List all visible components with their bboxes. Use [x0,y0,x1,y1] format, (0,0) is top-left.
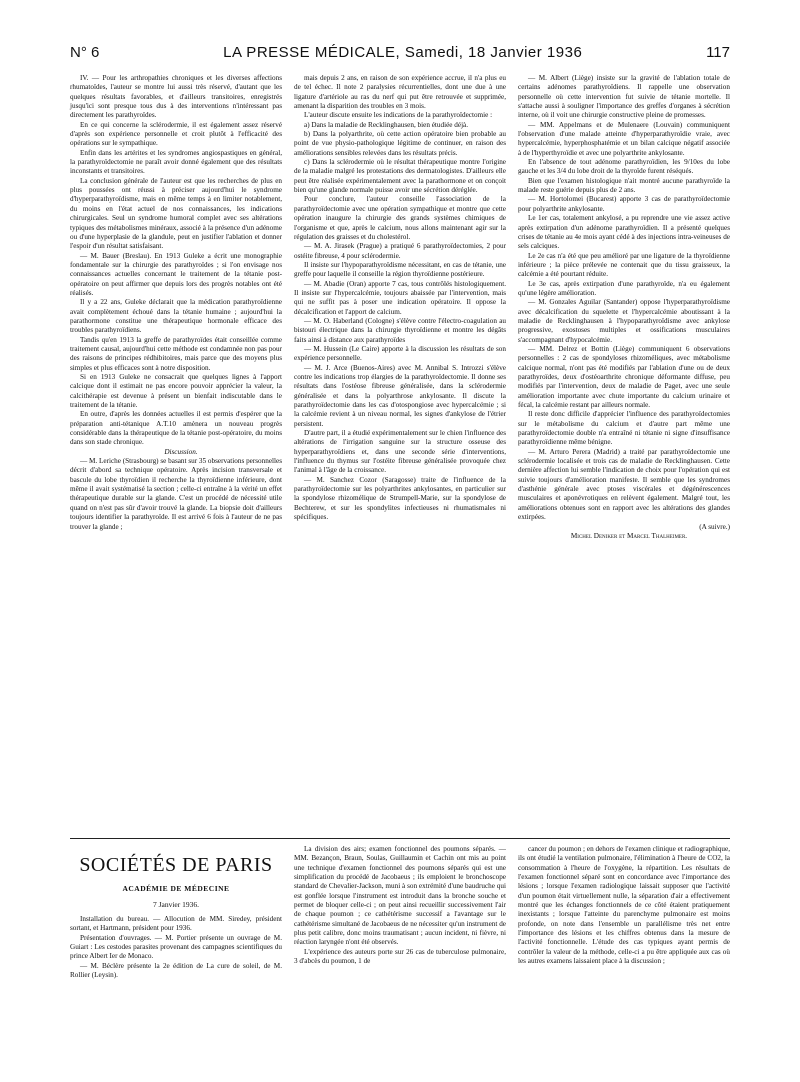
paragraph: b) Dans la polyarthrite, où cette action opératoire bien probable au point de vue physio-pathologique légitime de continuer, en raison des améliorations sensibles relevées dans les résultats précis. [294,130,506,157]
journal-title: LA PRESSE MÉDICALE, Samedi, 18 Janvier 1936 [223,44,583,61]
paragraph: Installation du bureau. — Allocution de MM. Siredey, président sortant, et Hartmann, président pour 1936. [70,915,282,933]
paragraph: — M. Gonzales Aguilar (Santander) oppose l'hyperparathyroïdisme avec décalcification du squelette et l'hypercalcémie aboutissant à la maladie de Recklinghausen à l'hypoparathyroïdisme avec ankylose progressive, exostoses multiples et ossifications musculaires s'accompagnant d'hypocalcémie. [518,298,730,344]
column-3 [518,74,730,541]
bottom-middle-column [294,845,506,980]
paragraph: Le 3e cas, après extirpation d'une parathyroïde, n'a eu également qu'une légère amélioration. [518,279,730,297]
paragraph: En ce qui concerne la sclérodermie, il est également assez réservé d'après son expérience personnelle et croit plutôt à l'efficacité des opérations sur le sympathique. [70,120,282,148]
bottom-left-column [70,845,282,980]
paragraph: Pour conclure, l'auteur conseille l'association de la parathyroïdectomie avec une opération sympathique et montre que cette opération inaugure la chirurgie des grands systèmes chimiques de l'organisme et que, après le calcium, nous allons maintenant agir sur la régulation des graisses et du cholestérol. [294,195,506,241]
page-number: 117 [706,44,730,61]
paragraph: — M. O. Haberland (Cologne) s'élève contre l'électro-coagulation au bistouri électrique dans la chirurgie thyroïdienne et montre les dégâts faits ainsi à distance aux parathyroïdes [294,316,506,344]
paragraph: — M. Hussein (Le Caire) apporte à la discussion les résultats de son expérience personnelle. [294,344,506,363]
paragraph: mais depuis 2 ans, en raison de son expérience accrue, il n'a plus eu de tel échec. Il note 2 paralysies récurrentielles, dont une due à une ligature d'artériole au ras du nerf qui put être retrouvée et supprimée, amenant la disparition des troubles en 3 mois. [294,74,506,111]
paragraph: Le 1er cas, totalement ankylosé, a pu reprendre une vie assez active après extirpation d'un adénome parathyroïdien. Il a présenté quelques crises de tétanie au 4e mois ayant cédé à des injections intra-veineuses de sels calciques. [518,214,730,251]
paragraph: Tandis qu'en 1913 la greffe de parathyroïdes était conseillée comme traitement causal, aujourd'hui cette méthode est condamnée non pas pour des raisons de principes rédhibitoires, mais parce que des moyens plus simples et plus efficaces sont à notre disposition. [70,335,282,372]
paragraph: En l'absence de tout adénome parathyroïdien, les 9/10es du lobe gauche et les 3/4 du lobe droit de la thyroïde furent réséqués. [518,158,730,176]
paragraph: Il insiste sur l'hypoparathyroïdisme nécessitant, en cas de tétanie, une greffe pour laquelle il conseille la région thyroïdienne postérieure. [294,260,506,279]
bottom-right-column [518,845,730,980]
main-columns [70,74,730,541]
paragraph: Si en 1913 Guleke ne consacrait que quelques lignes à l'apport calcique dont il estimait ne pas encore pouvoir apprécier la valeur, la calcithérapie est devenue à présent un bienfait indiscutable dans le traitement de la tétanie. [70,373,282,410]
paragraph: a) Dans la maladie de Recklinghausen, bien étudiée déjà. [304,120,469,129]
paragraph: L'expérience des auteurs porte sur 26 cas de tuberculose pulmonaire, 3 d'abcès du poumon, 1 de [294,947,506,966]
paragraph: Le 2e cas n'a été que peu amélioré par une ligature de la thyroïdienne inférieure ; la pièce prélevée ne contenait que du tissu graisseux, la calcémie a été pourtant réduite. [518,251,730,279]
paragraph: c) Dans la sclérodermie où le résultat thérapeutique montre l'origine de la maladie malgré les protestations des dermatologistes. D'ailleurs elle peut être réalisée expérimentalement avec la parathormone et on conçoit bien qu'une glande normale puisse avoir une sécrétion déréglée. [294,158,506,195]
paragraph: (A suivre.) [699,522,730,531]
paragraph: Discussion. [164,447,198,456]
paragraph: — M. Hortolomei (Bucarest) apporte 3 cas de parathyroïdectomie pour polyarthrite ankylosante. [518,195,730,213]
paragraph: — M. Bauer (Breslau). En 1913 Guleke a écrit une monographie fondamentale sur la chirurgie des parathyroïdes ; si l'on envisage nos connaissances actuelles concernant le traitement de la tétanie post-opératoire on peut affirmer que depuis lors des progrès notables ont été réalisés. [70,251,282,297]
session-date: 7 Janvier 1936. [152,899,200,909]
paragraph: — M. A. Jirasek (Prague) a pratiqué 6 parathyroïdectomies, 2 pour ostéite fibreuse, 4 pour sclérodermie. [294,242,506,260]
paragraph: — M. Arturo Perera (Madrid) a traité par parathyroïdectomie une sclérodermie localisée et trois cas de maladie de Recklinghausen. Cette dernière affection lui semble l'indication de choix pour l'opération qui est suivie toujours d'amélioration manifeste. Il semble que les syndromes d'asthénie générale avec ptoses viscérales et dégénérescences musculaires et aponévrotiques en relèvent également. Malgré tout, les améliorations obtenues sont en rapport avec les altérations des glandes extirpées. [518,447,730,522]
paragraph: Michel Deniker et Marcel Thalheimer. [570,531,688,540]
academy-heading: ACADÉMIE DE MÉDECINE [122,884,230,894]
paragraph: IV. — Pour les arthropathies chroniques et les diverses affections rhumatoïdes, l'auteur se montre lui aussi très réservé, d'autant que les quelques résultats favorables, et d'ailleurs transitoires, enregistrés jusqu'ici sont presque tous dus à des interventions n'intéressant pas directement les parathyroïdes. [70,74,282,120]
paragraph: — M. Sanchez Cozor (Saragosse) traite de l'influence de la parathyroïdectomie sur les polyarthrites ankylosantes, en particulier sur la spondylose rhizomélique de Strumpell-Marie, sur la spondylose de Bechterew, et sur les spondylites infectieuses ni rhumatismales ni spécifiques. [294,475,506,522]
paragraph: Enfin dans les artérites et les syndromes angiospastiques en général, la parathyroïdectomie ne paraît avoir donné également que des résultats inconstants et transitoires. [70,148,282,176]
paragraph: — M. Abadie (Oran) apporte 7 cas, tous contrôlés histologiquement. Il insiste sur l'hypercalcémie, toujours abaissée par l'intervention, mais qui ne suffit pas à poser une indication opératoire. Il oppose la décalcification et l'apport de calcium. [294,279,506,316]
paragraph: Bien que l'examen histologique n'ait montré aucune parathyroïde la malade reste guérie depuis plus de 2 ans. [518,176,730,195]
section-divider [70,838,730,839]
paragraph: — M. Albert (Liège) insiste sur la gravité de l'ablation totale de certains adénomes parathyroïdiens. Il rappelle une observation personnelle où cette intervention fut suivie de tétanie mortelle. Il s'attache aussi à souligner l'importance des greffes d'organes à sécrétion interne, où il voit une chirurgie constructive pleine de promesses. [518,74,730,120]
paragraph: Il y a 22 ans, Guleke déclarait que la médication parathyroïdienne avait complètement échoué dans la tétanie humaine ; aujourd'hui la parathormone constitue une thérapeutique hormonale efficace des troubles parathyroïdiens. [70,298,282,335]
page-header [70,44,730,66]
paragraph: D'autre part, il a étudié expérimentalement sur le chien l'influence des altérations de l'irrigation sanguine sur la structure osseuse des hyperparathyroïdiens et, dans une seconde série d'interventions, l'influence du thymus sur l'ostéite fibreuse généralisée provoquée chez l'animal à l'âge de la croissance. [294,429,506,475]
paragraph: La conclusion générale de l'auteur est que les recherches de plus en plus poussées ont réussi à préciser aujourd'hui le syndrome d'hyperparathyroïdisme, mais en même temps à en limiter notablement, du moins en l'état actuel de nos connaissances, les indications chirurgicales. Seul un syndrome humoral complet avec ses altérations typiques des métabolismes minéraux, associé à la présence d'un adénome ou d'une hyperplasie de la glandule, peut en justifier l'ablation et donner l'espoir d'un résultat satisfaisant. [70,176,282,251]
column-2 [294,74,506,541]
paragraph: — M. Béclère présente la 2e édition de La cure de soleil, de M. Rollier (Leysin). [70,961,282,980]
paragraph: Présentation d'ouvrages. — M. Portier présente un ouvrage de M. Guiart : Les cestodes parasites provenant des campagnes scientifiques du prince Albert Ier de Monaco. [70,933,282,961]
section-title: SOCIÉTÉS DE PARIS [79,854,273,876]
paragraph: En outre, d'après les données actuelles il est permis d'espérer que la préparation anti-tétanique A.T.10 amènera un nouveau progrès considérable dans la thérapeutique de la tétanie post-opératoire, du moins dans son stade chronique. [70,410,282,447]
paragraph: — MM. Appelmans et de Mulenaere (Louvain) communiquent l'observation d'une malade atteinte d'hyperparathyroïdie vraie, avec hypercalcémie, hyperphosphatémie et un bilan calcique négatif associée à de l'hyperthyroïdie et avec une polyarthrite ankylosante. [518,120,730,157]
societes-section [70,845,730,980]
issue-number: N° 6 [70,44,100,61]
paragraph: L'auteur discute ensuite les indications de la parathyroïdectomie : [304,111,493,120]
paragraph: — M. J. Arce (Buenos-Aires) avec M. Annibal S. Introzzi s'élève contre les indications trop élargies de la parathyroïdectomie. Il donne ses résultats dans l'ostéose fibreuse généralisée, dans la sclérodermie généralisée et dans la polyarthrose ankylosante. Il discute la parathyroïdectomie dans les cas d'otospongiose avec hypercalcémie ; si la calcémie revient à un niveau normal, les signes d'ankylose de l'étrier persistent. [294,363,506,428]
paragraph: Il reste donc difficile d'apprécier l'influence des parathyroïdectomies sur le métabolisme du calcium et d'autre part même une parathyroïdectomie double n'a entraîné ni tétanie ni signe d'insuffisance parathyroïdienne même bénigne. [518,410,730,447]
paragraph: — M. Leriche (Strasbourg) se basant sur 35 observations personnelles décrit d'abord sa technique opératoire. Après incision transversale et bascule du lobe thyroïdien il recherche la thyroïdienne inférieure, dont même il avait systématisé la section ; celle-ci entraîne à la vérité un effet thérapeutique durable sur la glande. C'est un procédé de nécessité utile quand on n'est pas sûr d'avoir trouvé la glande. La biopsie doit d'ailleurs toujours identifier la parathyroïde. Il est arrivé 6 fois à l'auteur de ne pas trouver la glande ; [70,457,282,531]
paragraph: cancer du poumon ; en dehors de l'examen clinique et radiographique, ils ont étudié la ventilation pulmonaire, l'élimination à l'heure de CO2, la consommation à l'heure de l'oxygène, la répartition. Les résultats de l'examen fonctionnel séparé sont en concordance avec l'importance des lésions ; lorsque l'examen radiologique laissait supposer que l'activité d'un poumon était virtuellement nulle, la séparation d'air a effectivement montré que les échanges fonctionnels de ce côté étaient pratiquement inexistants ; lorsque l'atteinte du parenchyme pulmonaire est moins profonde, on note dans l'ensemble un parallélisme très net entre l'importance des lésions et les chiffres obtenus dans la mesure de l'activité fonctionnelle. L'étude des cas typiques ayant permis de contrôler la valeur de la méthode, celle-ci a pu être appliquée aux cas où les autres examens laissaient place à la discussion ; [518,845,730,966]
paragraph: La division des airs; examen fonctionnel des poumons séparés. — MM. Bezançon, Braun, Soulas, Guillaumin et Cachin ont mis au point une technique d'examen fonctionnel des poumons séparés qui est une simplification du procédé de Jacobaeus ; ils emploient le bronchoscope standard de Chevalier-Jackson, muni à son extrémité d'une baudruche qui est gonflée lorsque l'instrument est introduit dans la bronche souche et permet de bloquer celle-ci ; on peut ainsi recueillir successivement l'air de chaque poumon ; ce cathétérisme successif a l'avantage sur le cathétérisme simultané de Jacobaeus de ne nécessiter qu'un instrument de plus petit calibre, donc moins traumatisant ; aucun incident, ni fièvre, ni réaction laryngée n'ont été observés. [294,845,506,947]
column-1 [70,74,282,541]
paragraph: — MM. Delrez et Bottin (Liège) communiquent 6 observations personnelles : 2 cas de spondyloses rhizoméliques, avec métabolisme calcique normal, n'ont pas été modifiés par l'ablation d'une ou de deux parathyroïdes, deux d'ostéoarthrite chronique déformante diffuse, peu modifiés par l'intervention, deux de maladie de Paget, avec une seule amélioration importante avec chute importante du calcium urinaire et fécal, la calcémie restant par ailleurs normale. [518,344,730,410]
